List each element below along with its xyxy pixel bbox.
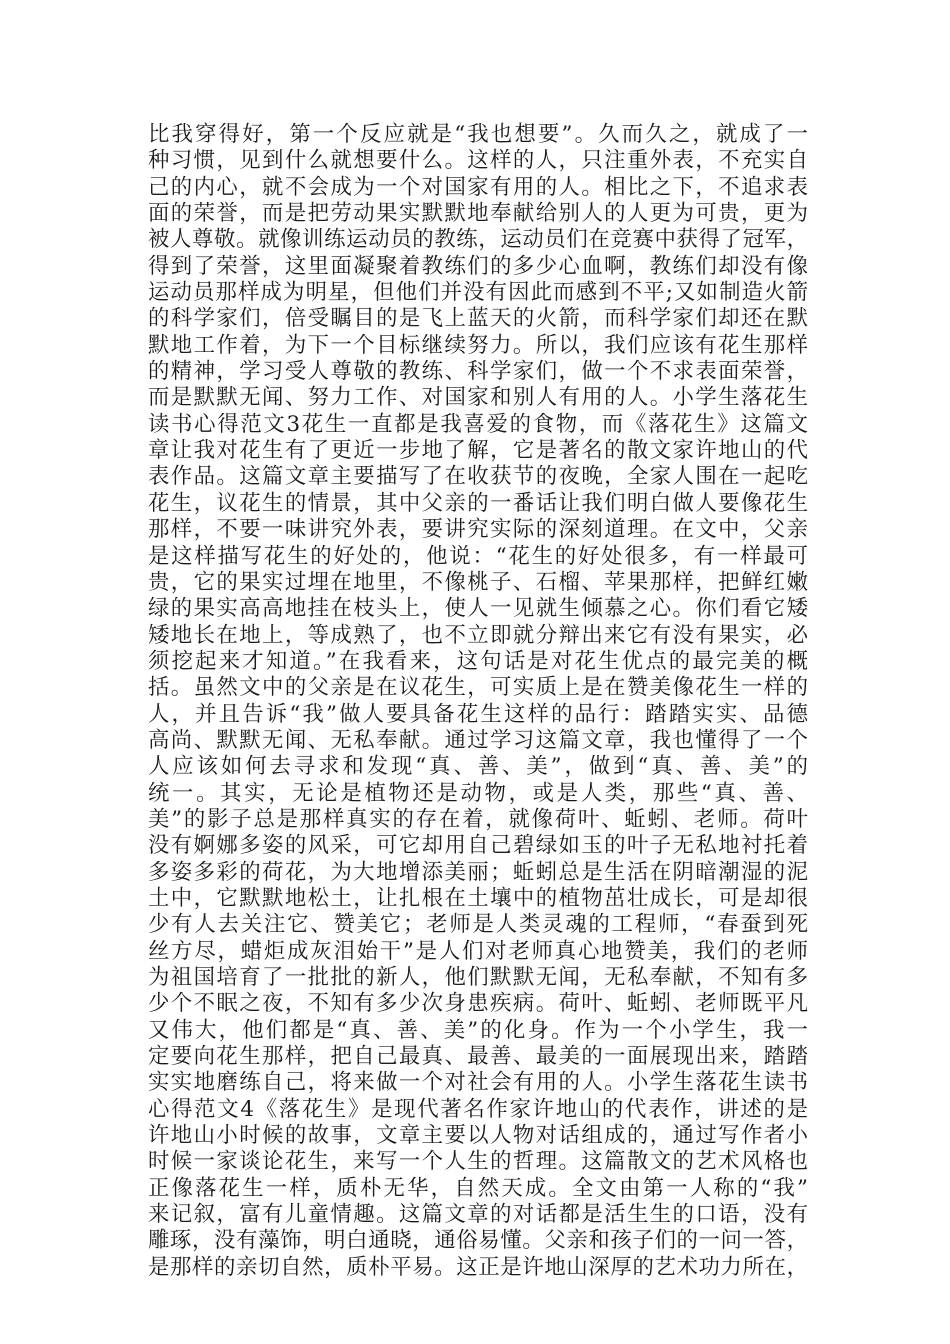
text-line: 土中，它默默地松土，让扎根在土壤中的植物茁壮成长，可是却很 [148, 885, 808, 911]
text-line: 为祖国培育了一批批的新人，他们默默无闻，无私奉献，不知有多 [148, 965, 808, 990]
text-line: 须挖起来才知道。”在我看来，这句话是对花生优点的最完美的概 [148, 648, 808, 674]
text-line: 人应该如何去寻求和发现“真、善、美”，做到“真、善、美”的 [148, 754, 808, 780]
text-line: 种习惯，见到什么就想要什么。这样的人，只注重外表，不充实自 [148, 148, 808, 174]
text-line: 矮地长在地上，等成熟了，也不立即就分辩出来它有没有果实，必 [148, 622, 808, 648]
text-line: 正像落花生一样，质朴无华，自然天成。全文由第一人称的“我” [148, 1175, 808, 1201]
text-line: 丝方尽，蜡炬成灰泪始干”是人们对老师真心地赞美，我们的老师 [148, 938, 808, 964]
text-line: 被人尊敬。就像训练运动员的教练，运动员们在竞赛中获得了冠军， [148, 227, 808, 253]
text-line: 少有人去关注它、赞美它；老师是人类灵魂的工程师，“春蚕到死 [148, 912, 808, 938]
text-line: 贵，它的果实过埋在地里，不像桃子、石榴、苹果那样，把鲜红嫩 [148, 569, 808, 595]
text-line: 花生，议花生的情景，其中父亲的一番话让我们明白做人要像花生 [148, 490, 808, 516]
text-line: 得到了荣誉，这里面凝聚着教练们的多少心血啊，教练们却没有像 [148, 253, 808, 279]
text-line: 运动员那样成为明星，但他们并没有因此而感到不平;又如制造火箭 [148, 280, 808, 306]
text-line: 人，并且告诉“我”做人要具备花生这样的品行：踏踏实实、品德 [148, 701, 808, 727]
text-line: 读书心得范文3花生一直都是我喜爱的食物，而《落花生》这篇文 [148, 411, 808, 437]
text-line: 己的内心，就不会成为一个对国家有用的人。相比之下，不追求表 [148, 174, 808, 200]
text-line: 美”的影子总是那样真实的存在着，就像荷叶、蚯蚓、老师。荷叶 [148, 806, 808, 832]
body-text [148, 122, 808, 1281]
text-line: 绿的果实高高地挂在枝头上，使人一见就生倾慕之心。你们看它矮 [148, 596, 808, 622]
text-line: 又伟大，他们都是“真、善、美”的化身。作为一个小学生，我一 [148, 1017, 808, 1043]
text-line: 时候一家谈论花生，来写一个人生的哲理。这篇散文的艺术风格也 [148, 1149, 808, 1175]
text-line: 定要向花生那样，把自己最真、最善、最美的一面展现出来，踏踏 [148, 1044, 808, 1070]
text-line: 括。虽然文中的父亲是在议花生，可实质上是在赞美像花生一样的 [148, 675, 808, 701]
text-line: 默地工作着，为下一个目标继续努力。所以，我们应该有花生那样 [148, 332, 808, 358]
text-line: 表作品。这篇文章主要描写了在收获节的夜晚，全家人围在一起吃 [148, 464, 808, 490]
text-line: 雕琢，没有藻饰，明白通晓，通俗易懂。父亲和孩子们的一问一答， [148, 1228, 808, 1254]
text-line: 章让我对花生有了更近一步地了解，它是著名的散文家许地山的代 [148, 438, 808, 464]
text-line: 心得范文4《落花生》是现代著名作家许地山的代表作，讲述的是 [148, 1096, 808, 1122]
text-line: 少个不眠之夜，不知有多少次身患疾病。荷叶、蚯蚓、老师既平凡 [148, 991, 808, 1017]
text-line: 比我穿得好，第一个反应就是“我也想要”。久而久之，就成了一 [148, 122, 808, 147]
text-line: 实实地磨练自己，将来做一个对社会有用的人。小学生落花生读书 [148, 1070, 808, 1096]
text-line: 来记叙，富有儿童情趣。这篇文章的对话都是活生生的口语，没有 [148, 1202, 808, 1228]
text-line: 的精神，学习受人尊敬的教练、科学家们，做一个不求表面荣誉， [148, 359, 808, 385]
text-line: 那样，不要一味讲究外表，要讲究实际的深刻道理。在文中，父亲 [148, 517, 808, 543]
text-line: 面的荣誉，而是把劳动果实默默地奉献给别人的人更为可贵，更为 [148, 201, 808, 227]
text-line: 许地山小时候的故事，文章主要以人物对话组成的，通过写作者小 [148, 1123, 808, 1149]
text-line: 的科学家们，倍受瞩目的是飞上蓝天的火箭，而科学家们却还在默 [148, 306, 808, 332]
text-line: 统一。其实，无论是植物还是动物，或是人类，那些“真、善、 [148, 780, 808, 806]
text-line: 高尚、默默无闻、无私奉献。通过学习这篇文章，我也懂得了一个 [148, 727, 808, 753]
text-line: 没有婀娜多姿的风采，可它却用自己碧绿如玉的叶子无私地衬托着 [148, 833, 808, 859]
text-line: 多姿多彩的荷花，为大地增添美丽；蚯蚓总是生活在阴暗潮湿的泥 [148, 859, 808, 885]
text-line: 是这样描写花生的好处的，他说：“花生的好处很多，有一样最可 [148, 543, 808, 569]
text-line: 是那样的亲切自然，质朴平易。这正是许地山深厚的艺术功力所在， [148, 1254, 808, 1280]
text-line: 而是默默无闻、努力工作、对国家和别人有用的人。小学生落花生 [148, 385, 808, 411]
